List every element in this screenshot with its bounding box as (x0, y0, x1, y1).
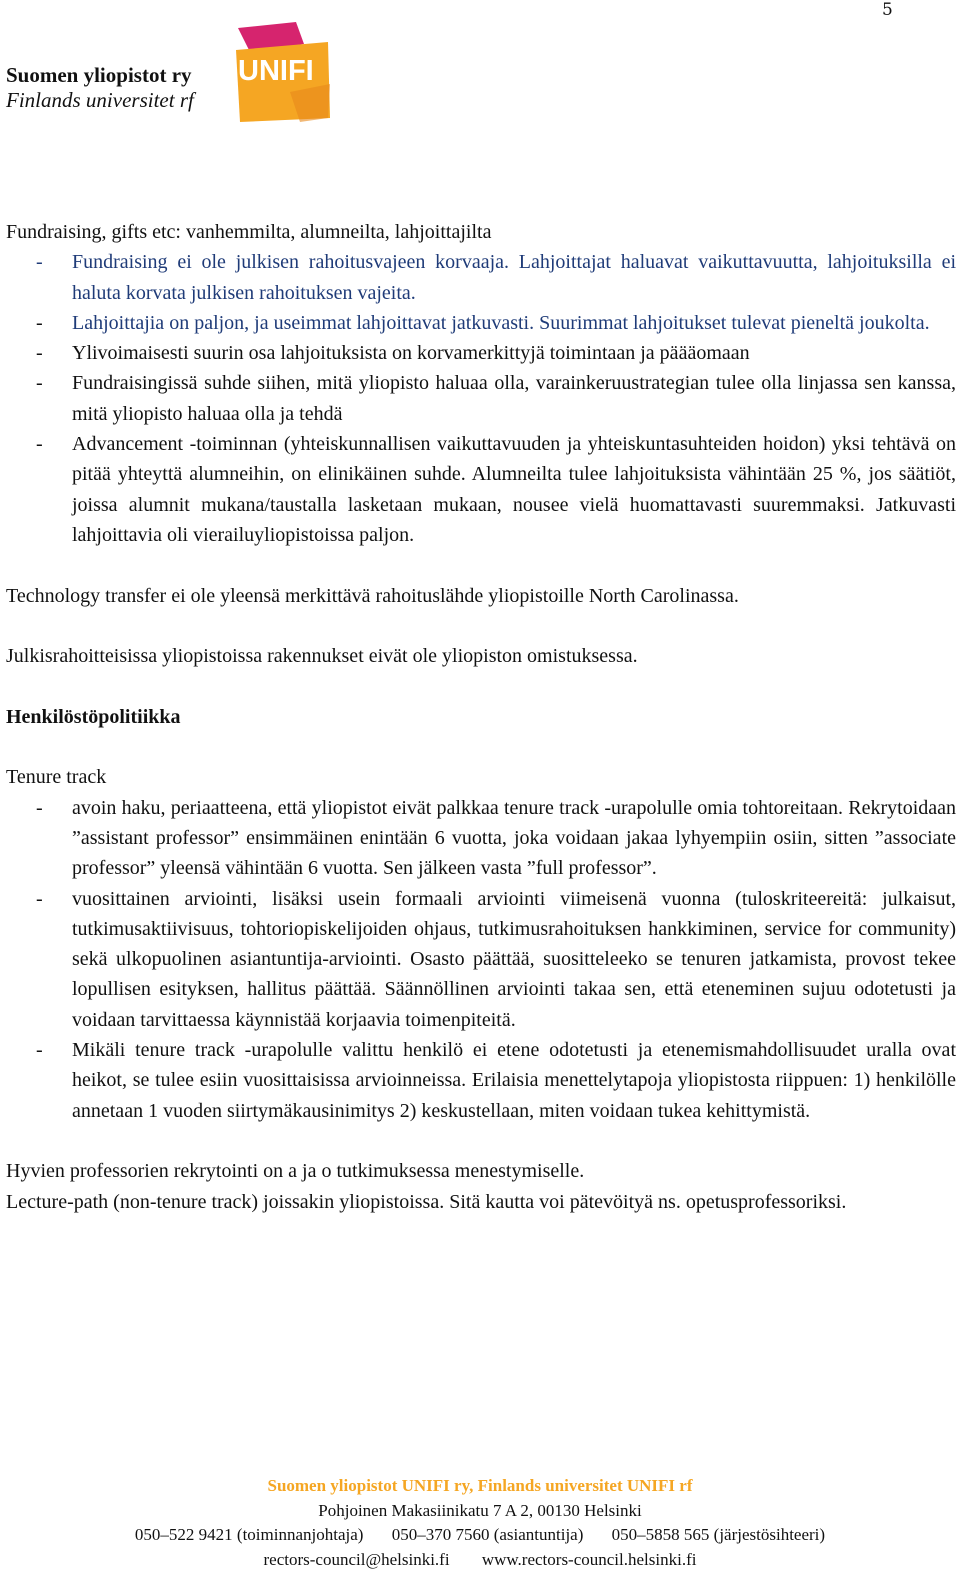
footer-phone: 050–370 7560 (asiantuntija) (392, 1525, 584, 1544)
section-heading: Henkilöstöpolitiikka (6, 702, 956, 732)
footer-contacts (0, 1548, 960, 1572)
technology-paragraph: Technology transfer ei ole yleensä merkittävä rahoituslähde yliopistoille North Carolinassa. (6, 581, 956, 611)
recruit-paragraph: Hyvien professorien rekrytointi on a ja o tutkimuksessa menestymiselle. (6, 1156, 956, 1186)
lecture-paragraph: Lecture-path (non-tenure track) joissakin yliopistoissa. Sitä kautta voi pätevöityä ns. opetusprofessoriksi. (6, 1187, 956, 1217)
list-item: - Mikäli tenure track -urapolulle valittu henkilö ei etene odotetusti ja etenemismahdollisuudet uralla ovat heikot, se tulee esiin vuosittaisissa arvioinneissa. Erilaisia menettelytapoja yliopistosta riippuen: 1) henkilölle annetaan 1 vuoden siirtymäkausinimitys 2) keskustellaan, miten voidaan tukea kehittymistä. (6, 1035, 956, 1126)
list-item: - Lahjoittajia on paljon, ja useimmat lahjoittavat jatkuvasti. Suurimmat lahjoitukset tulevat pieneltä joukolta. (6, 308, 956, 338)
footer-phones (0, 1523, 960, 1548)
buildings-paragraph: Julkisrahoitteisissa yliopistoissa rakennukset eivät ole yliopiston omistuksessa. (6, 641, 956, 671)
list-item: - avoin haku, periaatteena, että yliopistot eivät palkkaa tenure track -urapolulle omia tohtoreitaan. Rekrytoidaan ”assistant professor” ensimmäinen enintään 6 vuotta, joka voidaan jakaa lyhyempiin osiin, sitten ”associate professor” yleensä vähintään 6 vuotta. Sen jälkeen vasta ”full professor”. (6, 793, 956, 884)
page-footer (0, 1474, 960, 1572)
svg-text:UNIFI: UNIFI (238, 55, 314, 87)
logo-line-swedish: Finlands universitet rf (6, 88, 194, 112)
list-item: - Advancement -toiminnan (yhteiskunnallisen vaikuttavuuden ja yhteiskuntasuhteiden hoidon) yksi tehtävä on pitää yhteyttä alumneihin, on elinikäinen suhde. Alumneilta tulee lahjoituksista vähintään 25 %, jos säätiöt, joissa alumnit mukana/taustalla lasketaan mukaan, nousee vielä huomattavasti suuremmaksi. Jatkuvasti lahjoittavia oli vierailuyliopistoissa paljon. (6, 429, 956, 550)
list-item: - Ylivoimaisesti suurin osa lahjoituksista on korvamerkittyjä toimintaan ja päääomaan (6, 338, 956, 368)
unifi-logo-mark (230, 22, 334, 126)
fundraising-intro: Fundraising, gifts etc: vanhemmilta, alumneilta, lahjoittajilta (6, 217, 956, 247)
logo-line-finnish: Suomen yliopistot ry (6, 62, 194, 88)
footer-website: www.rectors-council.helsinki.fi (482, 1550, 697, 1569)
unifi-logo (4, 22, 334, 126)
tenure-list (6, 793, 956, 1126)
footer-address: Pohjoinen Makasiinikatu 7 A 2, 00130 Helsinki (0, 1499, 960, 1524)
list-item: - Fundraising ei ole julkisen rahoitusvajeen korvaaja. Lahjoittajat haluavat vaikuttavuutta, lahjoituksilla ei haluta korvata julkisen rahoituksen vajeita. (6, 247, 956, 308)
document-body (6, 217, 956, 1217)
tenure-title: Tenure track (6, 762, 956, 792)
page-number: 5 (882, 0, 893, 20)
footer-email: rectors-council@helsinki.fi (264, 1550, 450, 1569)
footer-organization: Suomen yliopistot UNIFI ry, Finlands universitet UNIFI rf (0, 1474, 960, 1499)
logo-text (6, 62, 194, 112)
footer-phone: 050–522 9421 (toiminnanjohtaja) (135, 1525, 364, 1544)
list-item: - vuosittainen arviointi, lisäksi usein formaali arviointi viimeisenä vuonna (tuloskriteereitä: julkaisut, tutkimusaktiivisuus, tohtoriopiskelijoiden ohjaus, tutkimusrahoituksen hankkiminen, service for community) sekä ulkopuolinen asiantuntija-arviointi. Osasto päättää, suositteleeko se tenuren jatkamista, provost tekee lopullisen esityksen, hallitus päättää. Säännöllinen arviointi takaa sen, että eteneminen sujuu odotetusti ja voidaan tarvittaessa käynnistää korjaavia toimenpiteitä. (6, 884, 956, 1035)
list-item: - Fundraisingissä suhde siihen, mitä yliopisto haluaa olla, varainkeruustrategian tulee olla linjassa sen kanssa, mitä yliopisto haluaa olla ja tehdä (6, 368, 956, 429)
fundraising-list (6, 247, 956, 550)
footer-phone: 050–5858 565 (järjestösihteeri) (612, 1525, 825, 1544)
